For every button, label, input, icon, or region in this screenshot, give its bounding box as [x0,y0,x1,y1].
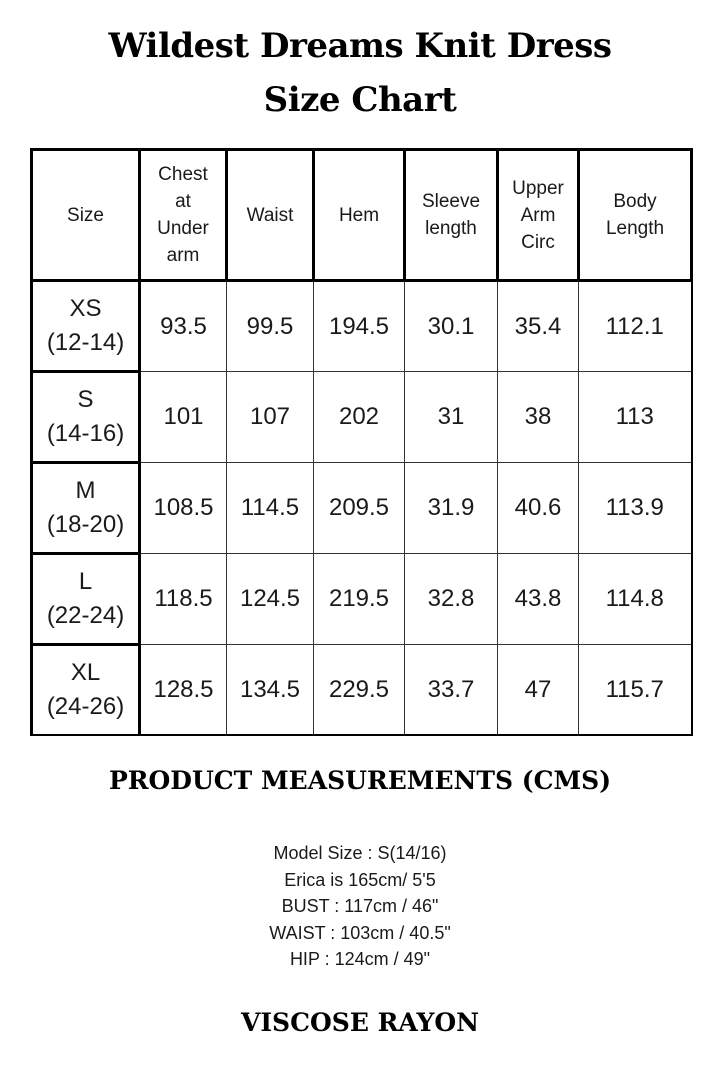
sleeve-length-value: 30.1 [405,281,498,372]
header-chest-line: at [175,191,191,212]
body-length-value: 113 [579,372,692,463]
body-length-value: 115.7 [579,645,692,736]
size-cell [32,645,140,736]
waist-value: 114.5 [227,463,314,554]
header-chest-line: arm [166,245,200,266]
chest-value: 93.5 [140,281,227,372]
size-range: (22-24) [46,602,125,629]
hem-value: 229.5 [314,645,405,736]
waist-value: 99.5 [227,281,314,372]
upper-arm-circ-value: 43.8 [498,554,579,645]
chest-value: 118.5 [140,554,227,645]
header-body-length-line: Length [605,218,665,239]
model-info [0,840,720,973]
header-size-line: Size [67,204,104,226]
chest-value: 108.5 [140,463,227,554]
table-row [32,372,692,463]
size-range: (24-26) [46,693,125,720]
size-chart-table [30,148,693,736]
header-sleeve-line: length [425,218,477,239]
header-hem [314,150,405,281]
upper-arm-circ-value: 35.4 [498,281,579,372]
title-line-1: Wildest Dreams Knit Dress [108,26,612,66]
header-size [32,150,140,281]
table-header-row [32,150,692,281]
sleeve-length-value: 31 [405,372,498,463]
chest-value: 101 [140,372,227,463]
fabric-heading: VISCOSE RAYON [240,1008,480,1037]
header-upper-arm-line: Circ [521,231,555,253]
chest-value: 128.5 [140,645,227,736]
header-upper-arm-line: Upper [512,177,564,199]
waist-value: 124.5 [227,554,314,645]
table-row [32,463,692,554]
model-hip-line: HIP : 124cm / 49" [289,949,431,969]
size-label: XL [70,659,101,686]
model-size-line: Model Size : S(14/16) [273,843,447,863]
upper-arm-circ-value: 40.6 [498,463,579,554]
sleeve-length-value: 32.8 [405,554,498,645]
table-row [32,281,692,372]
size-range: (14-16) [46,420,125,447]
body-length-value: 112.1 [579,281,692,372]
header-chest [140,150,227,281]
size-cell [32,554,140,645]
size-range: (12-14) [46,329,125,356]
body-length-value: 113.9 [579,463,692,554]
size-cell [32,463,140,554]
header-body-length [579,150,692,281]
size-cell [32,281,140,372]
size-label: L [78,568,93,595]
waist-value: 134.5 [227,645,314,736]
header-body-length-line: Body [613,191,657,212]
sleeve-length-value: 31.9 [405,463,498,554]
size-label: S [77,386,94,413]
hem-value: 209.5 [314,463,405,554]
upper-arm-circ-value: 38 [498,372,579,463]
hem-value: 194.5 [314,281,405,372]
measurements-heading: PRODUCT MEASUREMENTS (CMS) [108,766,612,795]
body-length-value: 114.8 [579,554,692,645]
size-label: M [75,477,96,504]
size-label: XS [69,295,102,322]
hem-value: 202 [314,372,405,463]
header-waist [227,150,314,281]
size-range: (18-20) [46,511,125,538]
hem-value: 219.5 [314,554,405,645]
header-chest-line: Chest [158,164,208,185]
upper-arm-circ-value: 47 [498,645,579,736]
size-cell [32,372,140,463]
header-upper-arm-circ [498,150,579,281]
title-line-2: Size Chart [263,80,457,120]
header-hem-line: Hem [338,204,380,226]
header-sleeve-line: Sleeve [421,191,481,212]
header-chest-line: Under [157,218,209,239]
header-upper-arm-line: Arm [520,204,556,226]
model-waist-line: WAIST : 103cm / 40.5" [269,922,451,943]
model-bust-line: BUST : 117cm / 46" [281,896,439,916]
header-waist-line: Waist [246,204,294,226]
header-sleeve-length [405,150,498,281]
waist-value: 107 [227,372,314,463]
table-row [32,554,692,645]
table-row [32,645,692,736]
sleeve-length-value: 33.7 [405,645,498,736]
model-height-line: Erica is 165cm/ 5'5 [284,869,436,890]
